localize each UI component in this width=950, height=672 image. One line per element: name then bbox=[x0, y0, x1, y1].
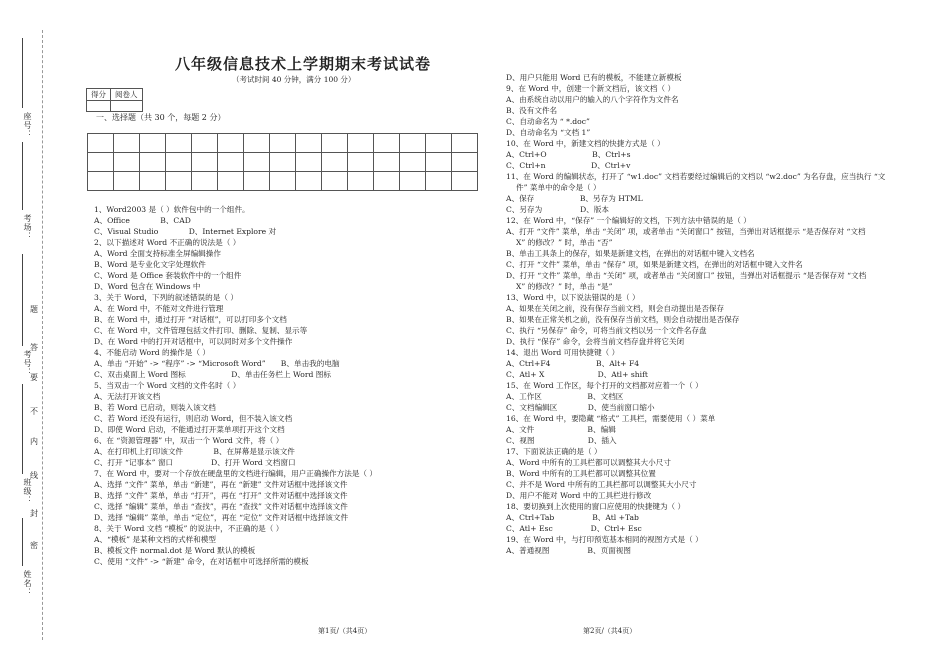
answer-cell[interactable] bbox=[348, 153, 374, 172]
answer-cell[interactable] bbox=[140, 153, 166, 172]
room-label: 考场： bbox=[23, 214, 32, 241]
question-line: A、保存 B、另存为 HTML bbox=[506, 194, 643, 203]
question-line: 11、在 Word 的编辑状态，打开了 “w1.doc” 文档若要经过编辑后的文档以 “w2.doc” 为名存盘，应当执行 “文 bbox=[506, 172, 886, 181]
question-line: A、Word 全面支持标准全屏编辑操作 bbox=[94, 249, 221, 258]
answer-cell[interactable] bbox=[166, 134, 192, 153]
question-line: 2、以下描述对 Word 不正确的说法是（ ） bbox=[94, 238, 241, 247]
question-line: A、Ctrl+O B、Ctrl+s bbox=[506, 150, 631, 159]
answer-cell[interactable] bbox=[218, 134, 244, 153]
answer-cell[interactable] bbox=[270, 134, 296, 153]
question-line: 12、在 Word 中，“保存” 一个编辑好的文档，下列方法中错误的是（ ） bbox=[506, 216, 751, 225]
question-line: C、若 Word 还没有运行，则启动 Word，但不装入该文档 bbox=[94, 414, 293, 423]
answer-cell[interactable] bbox=[400, 134, 426, 153]
answer-cell[interactable] bbox=[426, 134, 452, 153]
question-line: 9、在 Word 中，创建一个新文档后，该文档（ ） bbox=[506, 84, 676, 93]
answer-cell[interactable] bbox=[140, 172, 166, 191]
answer-cell[interactable] bbox=[114, 134, 140, 153]
answer-cell[interactable] bbox=[114, 153, 140, 172]
question-line: A、Ctrl+Tab B、Atl +Tab bbox=[506, 513, 639, 522]
question-line: 8、关于 Word 文档 “模板” 的说法中，不正确的是（ ） bbox=[94, 524, 284, 533]
question-line: A、“模板” 是某种文档的式样和模型 bbox=[94, 535, 216, 544]
question-line: A、Word 中所有的工具栏都可以调整其大小尺寸 bbox=[506, 458, 671, 467]
answer-cell[interactable] bbox=[400, 153, 426, 172]
question-line: A、如果在关闭之前，没有保存当前文档，则会自动提出是否保存 bbox=[506, 304, 725, 313]
question-line: 7、在 Word 中，要对一个存放在硬盘里的文档进行编辑，用户正确操作方法是（ ） bbox=[94, 469, 378, 478]
question-line: D、用户不能对 Word 中的工具栏进行修改 bbox=[506, 491, 652, 500]
answer-cell[interactable] bbox=[270, 153, 296, 172]
answer-cell[interactable] bbox=[322, 134, 348, 153]
answer-cell[interactable] bbox=[166, 153, 192, 172]
question-line: 6、在 “资源管理器” 中，双击一个 Word 文件，将（ ） bbox=[94, 436, 284, 445]
answer-cell[interactable] bbox=[426, 153, 452, 172]
question-line: 18、要切换到上次使用的窗口应使用的快捷键为（ ） bbox=[506, 502, 686, 511]
question-line: D、在 Word 中的打开对话框中，可以同时对多个文件操作 bbox=[94, 337, 293, 346]
question-line: D、执行 “保存” 命令，会将当前文档存盘并将它关闭 bbox=[506, 337, 685, 346]
question-line: A、无法打开该文档 bbox=[94, 392, 161, 401]
answer-cell[interactable] bbox=[244, 134, 270, 153]
answer-cell[interactable] bbox=[322, 172, 348, 191]
question-line: X” 的修改？” 时，单击 “否” bbox=[516, 238, 613, 247]
questions-left bbox=[94, 204, 377, 567]
exam-subtitle: （考试时间 40 分钟，满分 100 分） bbox=[232, 75, 356, 84]
question-line: C、Ctrl+n D、Ctrl+v bbox=[506, 161, 631, 170]
question-line: C、另存为 D、版本 bbox=[506, 205, 610, 214]
question-line: A、单击 “开始” -> “程序” -> “Microsoft Word” B、单击我的电脑 bbox=[94, 359, 340, 368]
binding-line bbox=[42, 30, 43, 640]
question-line: A、打开 “文件” 菜单，单击 “关闭” 项，或者单击 “关闭窗口” 按钮，当弹出对话框提示 “是否保存对 “文档 bbox=[506, 227, 866, 236]
seat-label: 座号： bbox=[23, 112, 32, 139]
question-line: A、在 Word 中，不能对文件进行管理 bbox=[94, 304, 224, 313]
question-line: A、工作区 B、文档区 bbox=[506, 392, 624, 401]
question-line: A、选择 “文件” 菜单，单击 “新建”，再在 “新建” 文件对话框中选择该文件 bbox=[94, 480, 348, 489]
question-line: B、单击工具条上的保存，如果是新建文档，在弹出的对话框中键入文档名 bbox=[506, 249, 755, 258]
question-line: D、自动命名为 “文档 1” bbox=[506, 128, 591, 137]
question-line: 1、Word2003 是（ ）软件包中的一个组件。 bbox=[94, 205, 250, 214]
question-line: C、Visual Studio D、Internet Explore 对 bbox=[94, 227, 277, 236]
seal-char: 线 bbox=[30, 471, 38, 480]
answer-cell[interactable] bbox=[374, 153, 400, 172]
room-field bbox=[22, 142, 23, 210]
question-line: C、Word 是 Office 套装软件中的一个组件 bbox=[94, 271, 242, 280]
question-line: C、选择 “编辑” 菜单，单击 “查找”，再在 “查找” 文件对话框中选择该文件 bbox=[94, 502, 348, 511]
question-line: A、Ctrl+F4 B、Alt+ F4 bbox=[506, 359, 640, 368]
question-line: D、打开 “文件” 菜单，单击 “关闭” 项，或者单击 “关闭窗口” 按钮，当弹出对话框提示 “是否保存对 “文档 bbox=[506, 271, 867, 280]
answer-cell[interactable] bbox=[374, 134, 400, 153]
class-label: 班级： bbox=[23, 478, 32, 505]
question-line: C、使用 “文件” -> “新建” 命令，在对话框中可选择所需的模板 bbox=[94, 557, 309, 566]
question-line: B、模板文件 normal.dot 是 Word 默认的模板 bbox=[94, 546, 256, 555]
score-box bbox=[86, 88, 143, 112]
score-label: 得分 bbox=[87, 89, 111, 101]
answer-cell[interactable] bbox=[88, 134, 114, 153]
section-heading: 一、选择题（共 30 个，每题 2 分） bbox=[96, 113, 226, 122]
question-line: B、Word 中所有的工具栏都可以调整其位置 bbox=[506, 469, 656, 478]
answer-cell[interactable] bbox=[452, 172, 478, 191]
question-line: A、在打印机上打印该文件 B、在屏幕是显示该文件 bbox=[94, 447, 295, 456]
question-line: X” 的修改？” 时，单击 “是” bbox=[516, 282, 613, 291]
answer-cell[interactable] bbox=[400, 172, 426, 191]
question-line: B、Word 是专业化文字处理软件 bbox=[94, 260, 206, 269]
question-line: C、自动命名为 “ *.doc” bbox=[506, 117, 590, 126]
answer-cell[interactable] bbox=[452, 134, 478, 153]
question-line: C、并不是 Word 中所有的工具栏都可以调整其大小尺寸 bbox=[506, 480, 697, 489]
answer-cell[interactable] bbox=[192, 153, 218, 172]
question-line: C、双击桌面上 Word 图标 D、单击任务栏上 Word 图标 bbox=[94, 370, 331, 379]
question-line: 件” 菜单中的命令是（ ） bbox=[516, 183, 601, 192]
question-line: C、打开 “文件” 菜单，单击 “保存” 项，如果是新建文档，在弹出的对话框中键入文件名 bbox=[506, 260, 803, 269]
seal-char: 不 bbox=[30, 407, 38, 416]
question-line: D、即使 Word 启动，不能通过打开菜单项打开这个文档 bbox=[94, 425, 285, 434]
exam-id-label: 考号： bbox=[23, 350, 32, 377]
answer-cell[interactable] bbox=[140, 134, 166, 153]
answer-cell[interactable] bbox=[296, 153, 322, 172]
seal-char: 密 bbox=[30, 541, 38, 550]
seal-char: 题 bbox=[30, 305, 38, 314]
question-line: B、如果在正常关机之前，没有保存当前文档，则会自动提出是否保存 bbox=[506, 315, 740, 324]
question-line: C、视图 D、插入 bbox=[506, 436, 617, 445]
exam-id-field bbox=[22, 254, 23, 346]
answer-cell[interactable] bbox=[296, 134, 322, 153]
answer-cell[interactable] bbox=[192, 172, 218, 191]
question-line: 4、不能启动 Word 的操作是（ ） bbox=[94, 348, 210, 357]
answer-cell[interactable] bbox=[218, 172, 244, 191]
question-line: C、打开 “记事本” 窗口 D、打开 Word 文档窗口 bbox=[94, 458, 296, 467]
question-line: B、选择 “文件” 菜单，单击 “打开”，再在 “打开” 文件对话框中选择该文件 bbox=[94, 491, 348, 500]
question-line: C、在 Word 中，文件管理包括文件打印、删除、复制、显示等 bbox=[94, 326, 308, 335]
question-line: 10、在 Word 中，新建文档的快捷方式是（ ） bbox=[506, 139, 665, 148]
question-line: 15、在 Word 工作区，每个打开的文档都对应着一个（ ） bbox=[506, 381, 703, 390]
question-line: C、Atl+ Esc D、Ctrl+ Esc bbox=[506, 524, 642, 533]
question-line: A、文件 B、编辑 bbox=[506, 425, 616, 434]
question-line: C、文档编辑区 D、使当前窗口缩小 bbox=[506, 403, 655, 412]
question-line: D、选择 “编辑” 菜单，单击 “定位”，再在 “定位” 文件对话框中选择该文件 bbox=[94, 513, 349, 522]
grader-label: 阅卷人 bbox=[111, 89, 143, 101]
answer-cell[interactable] bbox=[270, 172, 296, 191]
page-number-left: 第1页/（共4页） bbox=[318, 627, 372, 635]
name-label: 姓名： bbox=[23, 570, 32, 597]
question-line: B、没有文件名 bbox=[506, 106, 558, 115]
question-line: 17、下面说法正确的是（ ） bbox=[506, 447, 602, 456]
answer-grid bbox=[87, 133, 478, 191]
seal-char: 封 bbox=[30, 509, 38, 518]
question-line: D、用户只能用 Word 已有的模板，不能建立新模板 bbox=[506, 73, 682, 82]
answer-cell[interactable] bbox=[114, 172, 140, 191]
answer-cell[interactable] bbox=[348, 134, 374, 153]
exam-title: 八年级信息技术上学期期末考试试卷 bbox=[175, 55, 432, 73]
answer-cell[interactable] bbox=[348, 172, 374, 191]
answer-cell[interactable] bbox=[192, 134, 218, 153]
answer-cell[interactable] bbox=[452, 153, 478, 172]
answer-cell[interactable] bbox=[88, 153, 114, 172]
question-line: A、Office B、CAD bbox=[94, 216, 191, 225]
answer-cell[interactable] bbox=[166, 172, 192, 191]
question-line: C、Atl+ X D、Atl+ shift bbox=[506, 370, 648, 379]
question-line: B、在 Word 中，通过打开 “对话框”，可以打印多个文档 bbox=[94, 315, 287, 324]
class-field bbox=[22, 384, 23, 474]
question-line: 14、退出 Word 可用快捷键（ ） bbox=[506, 348, 620, 357]
seal-char: 要 bbox=[30, 373, 38, 382]
name-field bbox=[22, 518, 23, 566]
seat-field bbox=[22, 38, 23, 108]
answer-cell[interactable] bbox=[88, 172, 114, 191]
page-number-right: 第2页/（共4页） bbox=[583, 627, 637, 635]
question-line: C、执行 “另保存” 命令，可将当前文档以另一个文件名存盘 bbox=[506, 326, 707, 335]
question-line: A、普通视图 B、页面视图 bbox=[506, 546, 631, 555]
question-line: 3、关于 Word，下列的叙述错误的是（ ） bbox=[94, 293, 238, 302]
question-line: 5、当双击一个 Word 文档的文件名时（ ） bbox=[94, 381, 241, 390]
question-line: 19、在 Word 中，与打印预览基本相同的视图方式是（ ） bbox=[506, 535, 703, 544]
question-line: B、若 Word 已启动，则装入该文档 bbox=[94, 403, 216, 412]
question-line: 13、Word 中，以下说法错误的是（ ） bbox=[506, 293, 640, 302]
answer-cell[interactable] bbox=[296, 172, 322, 191]
question-line: D、Word 包含在 Windows 中 bbox=[94, 282, 201, 291]
answer-cell[interactable] bbox=[374, 172, 400, 191]
answer-cell[interactable] bbox=[426, 172, 452, 191]
question-line: A、由系统自动以用户的输入的八个字符作为文件名 bbox=[506, 95, 679, 104]
answer-cell[interactable] bbox=[244, 153, 270, 172]
question-line: 16、在 Word 中，要隐藏 “格式” 工具栏，需要使用（ ）菜单 bbox=[506, 414, 716, 423]
answer-cell[interactable] bbox=[322, 153, 348, 172]
answer-cell[interactable] bbox=[244, 172, 270, 191]
seal-char: 内 bbox=[30, 437, 38, 446]
score-cell[interactable] bbox=[87, 101, 111, 112]
questions-right bbox=[506, 72, 885, 556]
answer-cell[interactable] bbox=[218, 153, 244, 172]
grader-cell[interactable] bbox=[111, 101, 143, 112]
seal-char: 答 bbox=[30, 343, 38, 352]
